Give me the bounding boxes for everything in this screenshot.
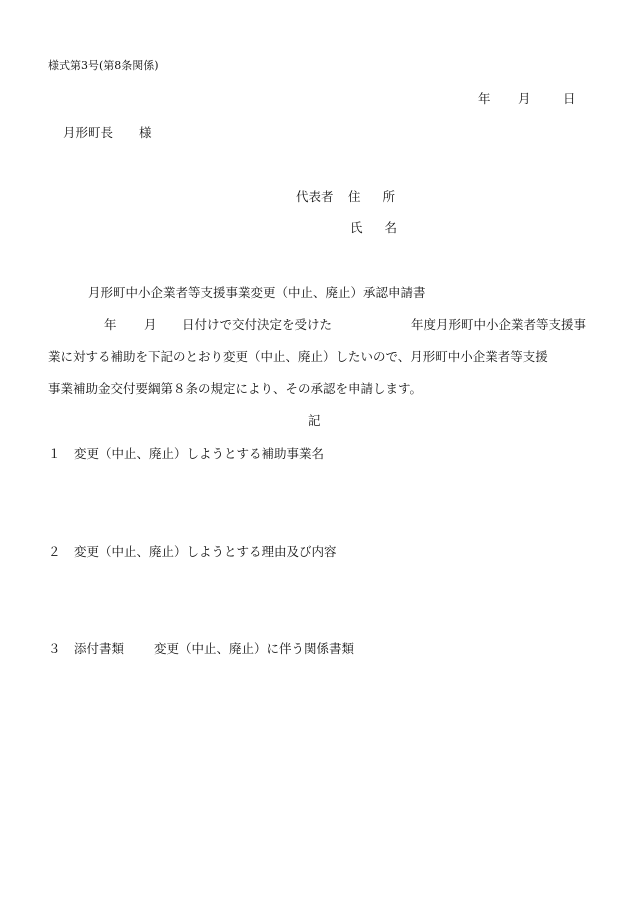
representative-label: 代表者 — [296, 189, 334, 204]
document-title: 月形町中小企業者等支援事業変更（中止、廃止）承認申請書 — [88, 285, 426, 300]
body-fiscal-text: 年度月形町中小企業者等支援事 — [410, 317, 586, 332]
addressee — [63, 123, 152, 141]
item-number: １ — [48, 446, 61, 461]
item-number: ３ — [48, 641, 61, 656]
date-month-label: 月 — [518, 91, 531, 106]
list-item — [48, 639, 354, 657]
date-day-label: 日 — [563, 91, 576, 106]
addressee-honorific: 様 — [139, 125, 152, 140]
item-label: 変更（中止、廃止）しようとする理由及び内容 — [74, 544, 337, 559]
name-label: 氏 名 — [350, 220, 406, 235]
representative-address — [296, 187, 404, 205]
body-month-label: 月 — [144, 317, 157, 332]
item-label: 変更（中止、廃止）しようとする補助事業名 — [74, 446, 325, 461]
date-year-label: 年 — [478, 91, 491, 106]
ki-marker: 記 — [308, 413, 321, 428]
date-line — [478, 89, 576, 107]
item-label: 添付書類 — [74, 641, 125, 656]
item-number: ２ — [48, 544, 61, 559]
body-blank — [270, 315, 338, 333]
body-line-1 — [104, 315, 586, 333]
list-item — [48, 542, 337, 560]
body-year-label: 年 — [104, 317, 117, 332]
form-number: 様式第3号(第8条関係) — [48, 59, 159, 72]
body-decision-text: 日付けで交付決定を受けた — [182, 317, 333, 332]
addressee-name: 月形町長 — [63, 125, 114, 140]
body-line-3: 事業補助金交付要綱第８条の規定により、その承認を申請します。 — [48, 381, 423, 396]
body-line-2: 業に対する補助を下記のとおり変更（中止、廃止）したいので、月形町中小企業者等支援 — [48, 349, 548, 364]
item-detail: 変更（中止、廃止）に伴う関係書類 — [154, 641, 355, 656]
address-label: 住 所 — [348, 189, 404, 204]
list-item — [48, 444, 324, 462]
